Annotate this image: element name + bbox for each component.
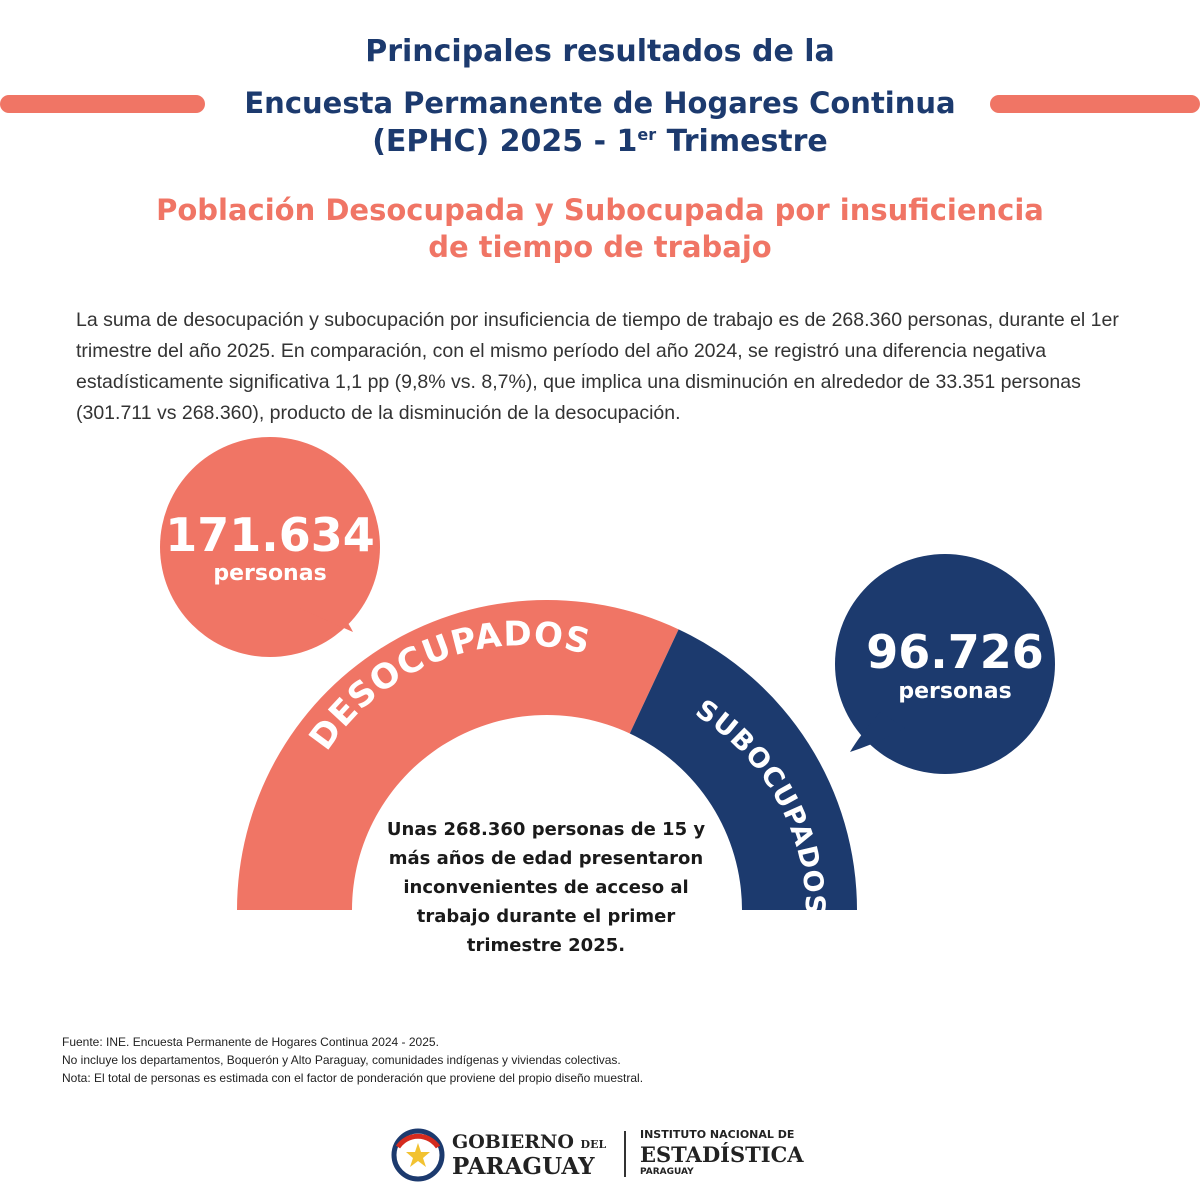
footer-logos <box>390 1125 830 1185</box>
value-label-subocupados: 96.726 <box>866 625 1044 679</box>
bubble-desocupados <box>160 437 380 657</box>
footnotes <box>62 1033 1062 1087</box>
unit-label-desocupados: personas <box>213 561 327 586</box>
summary-paragraph: La suma de desocupación y subocupación por insuficiencia de tiempo de trabajo es de 268.360 personas, durante el 1er trimestre del año 2025. En comparación, con el mismo período del año 2024, se registró una diferencia negativa estadísticamente significativa 1,1 pp (9,8% vs. 8,7%), que implica una disminución en alrededor de 33.351 personas (301.711 vs 268.360), producto de la disminución de la desocupación. <box>76 309 1119 424</box>
footnote-source: Fuente: INE. Encuesta Permanente de Hogares Continua 2024 - 2025. <box>62 1035 439 1049</box>
paraguay-text: PARAGUAY <box>452 1153 595 1180</box>
footnote-exclusion: No incluye los departamentos, Boquerón y Alto Paraguay, comunidades indígenas y viviendas colectivas. <box>62 1053 621 1067</box>
center-note: Unas 268.360 personas de 15 y más años de edad presentaron inconvenientes de acceso al trabajo durante el primer trimestre 2025. <box>386 819 706 956</box>
gobierno-text: GOBIERNO DEL <box>452 1131 607 1153</box>
government-seal-icon <box>390 1127 446 1183</box>
logo-divider <box>624 1131 626 1177</box>
arc-label-subocupados: SUBOCUPADOS <box>690 693 831 916</box>
arc-label-desocupados: DESOCUPADOS <box>301 614 595 758</box>
ine-line-3: PARAGUAY <box>640 1167 694 1177</box>
bubble-subocupados <box>835 554 1055 774</box>
ine-line-2: ESTADÍSTICA <box>640 1142 804 1167</box>
ine-line-1: INSTITUTO NACIONAL DE <box>640 1128 795 1141</box>
title-line-1: Principales resultados de la <box>365 34 835 69</box>
title-line-2: Encuesta Permanente de Hogares Continua <box>244 86 956 120</box>
unit-label-subocupados: personas <box>898 679 1012 704</box>
title-line-3: (EPHC) 2025 - 1er Trimestre <box>372 124 828 159</box>
value-label-desocupados: 171.634 <box>165 508 375 562</box>
section-subtitle: Población Desocupada y Subocupada por insuficiencia de tiempo de trabajo <box>156 193 1044 264</box>
footnote-note: Nota: El total de personas es estimada con el factor de ponderación que proviene del propio diseño muestral. <box>62 1071 644 1085</box>
